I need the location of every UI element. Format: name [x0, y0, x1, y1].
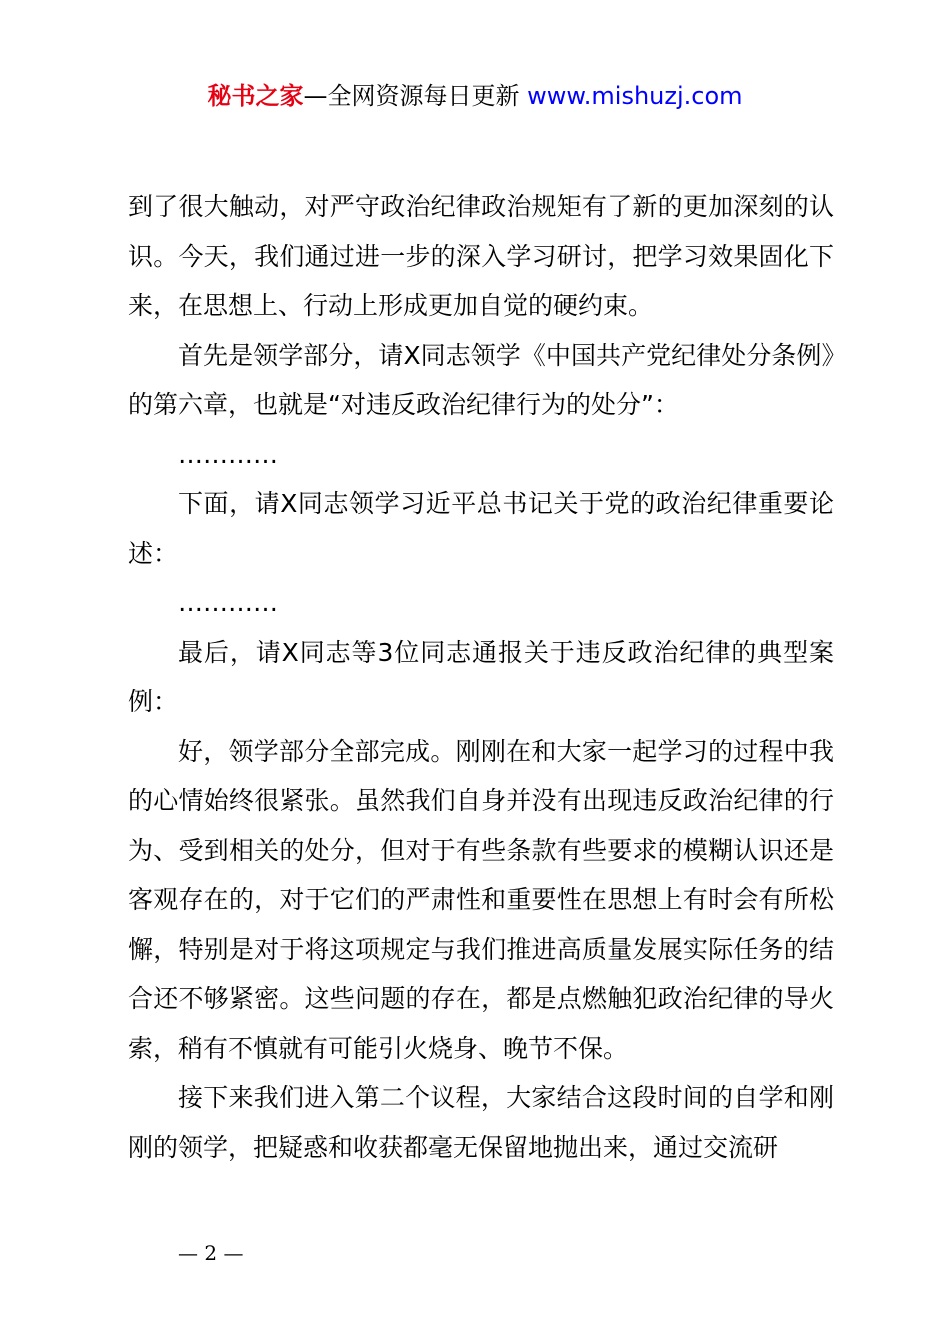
header-tagline: —全网资源每日更新	[303, 82, 520, 110]
page-number: — 2 —	[178, 1241, 244, 1265]
site-url-link[interactable]: www.mishuzj.com	[527, 82, 743, 110]
paragraph-ellipsis: …………	[178, 439, 278, 469]
paragraph: 下面，请X同志领学习近平总书记关于党的政治纪律重要论述：	[128, 489, 834, 568]
paragraph-ellipsis: …………	[178, 588, 278, 617]
paragraph: 好，领学部分全部完成。刚刚在和大家一起学习的过程中我的心情始终很紧张。虽然我们自身并没有出现违反政治纪律的行为、受到相关的处分，但对于有些条款有些要求的模糊认识还是客观存在的，对于它们的严肃性和重要性在思想上有时会有所松懈，特别是对于将这项规定与我们推进高质量发展实际任务的结合还不够紧密。这些问题的存在，都是点燃触犯政治纪律的导火索，稍有不慎就有可能引火烧身、晚节不保。	[128, 736, 834, 1063]
site-header	[0, 78, 950, 114]
brand-name: 秘书之家	[207, 82, 304, 110]
paragraph: 最后，请X同志等3位同志通报关于违反政治纪律的典型案例：	[128, 637, 834, 716]
document-body	[128, 182, 834, 1172]
paragraph: 首先是领学部分，请X同志领学《中国共产党纪律处分条例》的第六章，也就是“对违反政治纪律行为的处分”：	[128, 340, 834, 419]
paragraph-continued: 到了很大触动，对严守政治纪律政治规矩有了新的更加深刻的认识。今天，我们通过进一步的深入学习研讨，把学习效果固化下来，在思想上、行动上形成更加自觉的硬约束。	[128, 192, 834, 320]
paragraph: 接下来我们进入第二个议程，大家结合这段时间的自学和刚刚的领学，把疑惑和收获都毫无保留地抛出来，通过交流研	[128, 1083, 834, 1162]
